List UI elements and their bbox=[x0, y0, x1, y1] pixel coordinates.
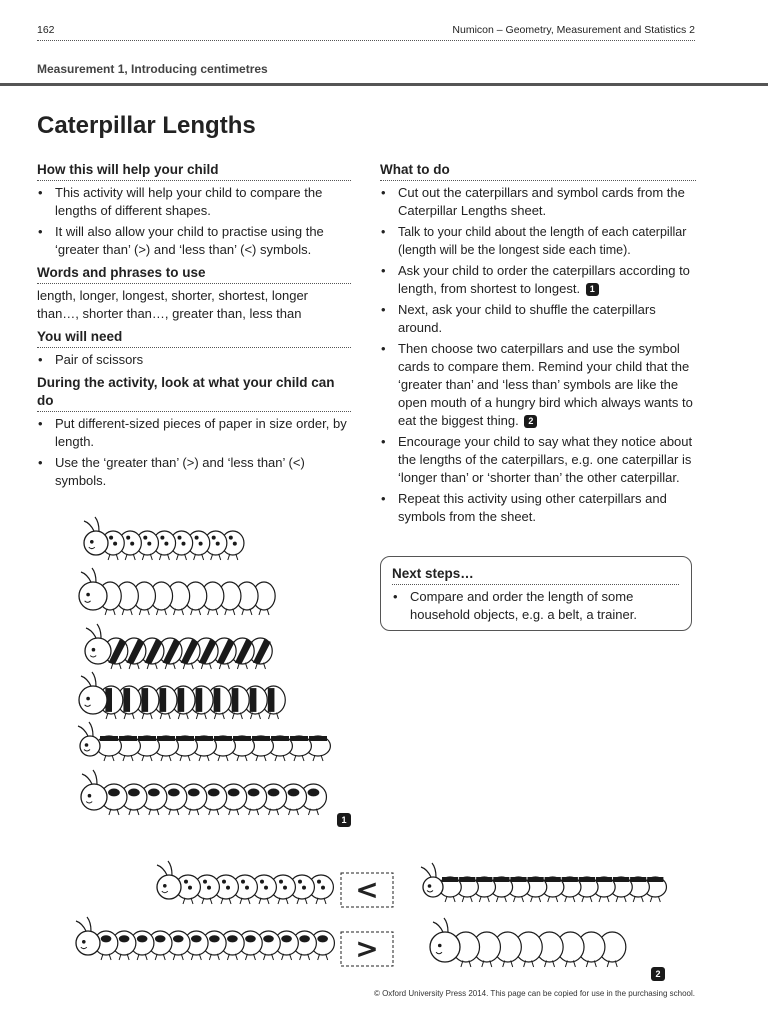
caterpillar-drawing bbox=[84, 517, 244, 560]
caterpillar-drawing bbox=[421, 863, 666, 902]
words-heading: Words and phrases to use bbox=[37, 264, 351, 284]
list-item bbox=[380, 262, 696, 298]
list-item-text: Then choose two caterpillars and use the symbol cards to compare them. Remind your child that the ‘greater than’ and ‘less than’ symbols are like the open mouth of a hungry bird which always wants to eat the biggest thing. bbox=[398, 341, 693, 428]
during-heading: During the activity, look at what your child can do bbox=[37, 374, 351, 412]
help-heading: How this will help your child bbox=[37, 161, 351, 181]
caterpillar-drawing bbox=[157, 861, 333, 904]
header-divider bbox=[37, 40, 695, 41]
step-badge-1: 1 bbox=[586, 283, 599, 296]
list-item: • Cut out the caterpillars and symbol cards from the Caterpillar Lengths sheet. bbox=[380, 184, 696, 220]
step-badge-2: 2 bbox=[524, 415, 537, 428]
caterpillar-drawing bbox=[76, 917, 334, 960]
list-item: • Put different-sized pieces of paper in size order, by length. bbox=[37, 415, 351, 451]
help-list bbox=[37, 184, 351, 259]
book-title: Numicon – Geometry, Measurement and Statistics 2 bbox=[452, 24, 695, 36]
less-than-card bbox=[341, 873, 393, 907]
greater-than-card bbox=[341, 932, 393, 966]
page-title: Caterpillar Lengths bbox=[37, 112, 256, 139]
list-item: • Use the ‘greater than’ (>) and ‘less than’ (<) symbols. bbox=[37, 454, 351, 490]
caterpillar-drawing bbox=[81, 770, 326, 815]
right-column bbox=[380, 161, 696, 531]
less-than-symbol: < bbox=[355, 873, 379, 906]
list-item bbox=[380, 340, 696, 430]
page-number: 162 bbox=[37, 24, 55, 36]
need-list bbox=[37, 351, 351, 369]
caterpillar-drawing bbox=[79, 568, 275, 615]
todo-list bbox=[380, 184, 696, 526]
words-text: length, longer, longest, shorter, shortest, longer than…, shorter than…, greater than, less than bbox=[37, 288, 309, 321]
list-item: • Pair of scissors bbox=[37, 351, 351, 369]
next-steps-heading: Next steps… bbox=[392, 565, 679, 585]
figure-badge-1: 1 bbox=[337, 813, 351, 827]
caterpillar-drawing bbox=[85, 624, 272, 669]
list-item: • Repeat this activity using other caterpillars and symbols from the sheet. bbox=[380, 490, 696, 526]
figure-badge-2: 2 bbox=[651, 967, 665, 981]
list-item: • This activity will help your child to compare the lengths of different shapes. bbox=[37, 184, 351, 220]
caterpillar-drawing bbox=[78, 722, 330, 761]
list-item: • Encourage your child to say what they notice about the lengths of the caterpillars, e.g. one caterpillar is ‘longer than’ or ‘shorter than’ the other caterpillar. bbox=[380, 433, 696, 487]
caterpillar-illustration bbox=[0, 500, 768, 1000]
list-item: • It will also allow your child to practise using the ‘greater than’ (>) and ‘less than’ (<) symbols. bbox=[37, 223, 351, 259]
copyright-footer: © Oxford University Press 2014. This page can be copied for use in the purchasing school. bbox=[373, 989, 695, 998]
caterpillar-drawing bbox=[79, 672, 285, 719]
list-item: • Next, ask your child to shuffle the caterpillars around. bbox=[380, 301, 696, 337]
greater-than-symbol: > bbox=[355, 932, 379, 965]
during-list bbox=[37, 415, 351, 490]
section-label: Measurement 1, Introducing centimetres bbox=[37, 62, 268, 76]
list-item: • Compare and order the length of some household objects, e.g. a belt, a trainer. bbox=[392, 588, 679, 624]
caterpillar-drawing bbox=[430, 918, 626, 967]
need-heading: You will need bbox=[37, 328, 351, 348]
todo-heading: What to do bbox=[380, 161, 696, 181]
left-column bbox=[37, 161, 351, 495]
section-rule bbox=[0, 83, 768, 86]
list-item-text: Ask your child to order the caterpillars according to length, from shortest to longest. bbox=[398, 263, 690, 296]
list-item: • Talk to your child about the length of each caterpillar (length will be the longest side each time). bbox=[380, 223, 696, 259]
